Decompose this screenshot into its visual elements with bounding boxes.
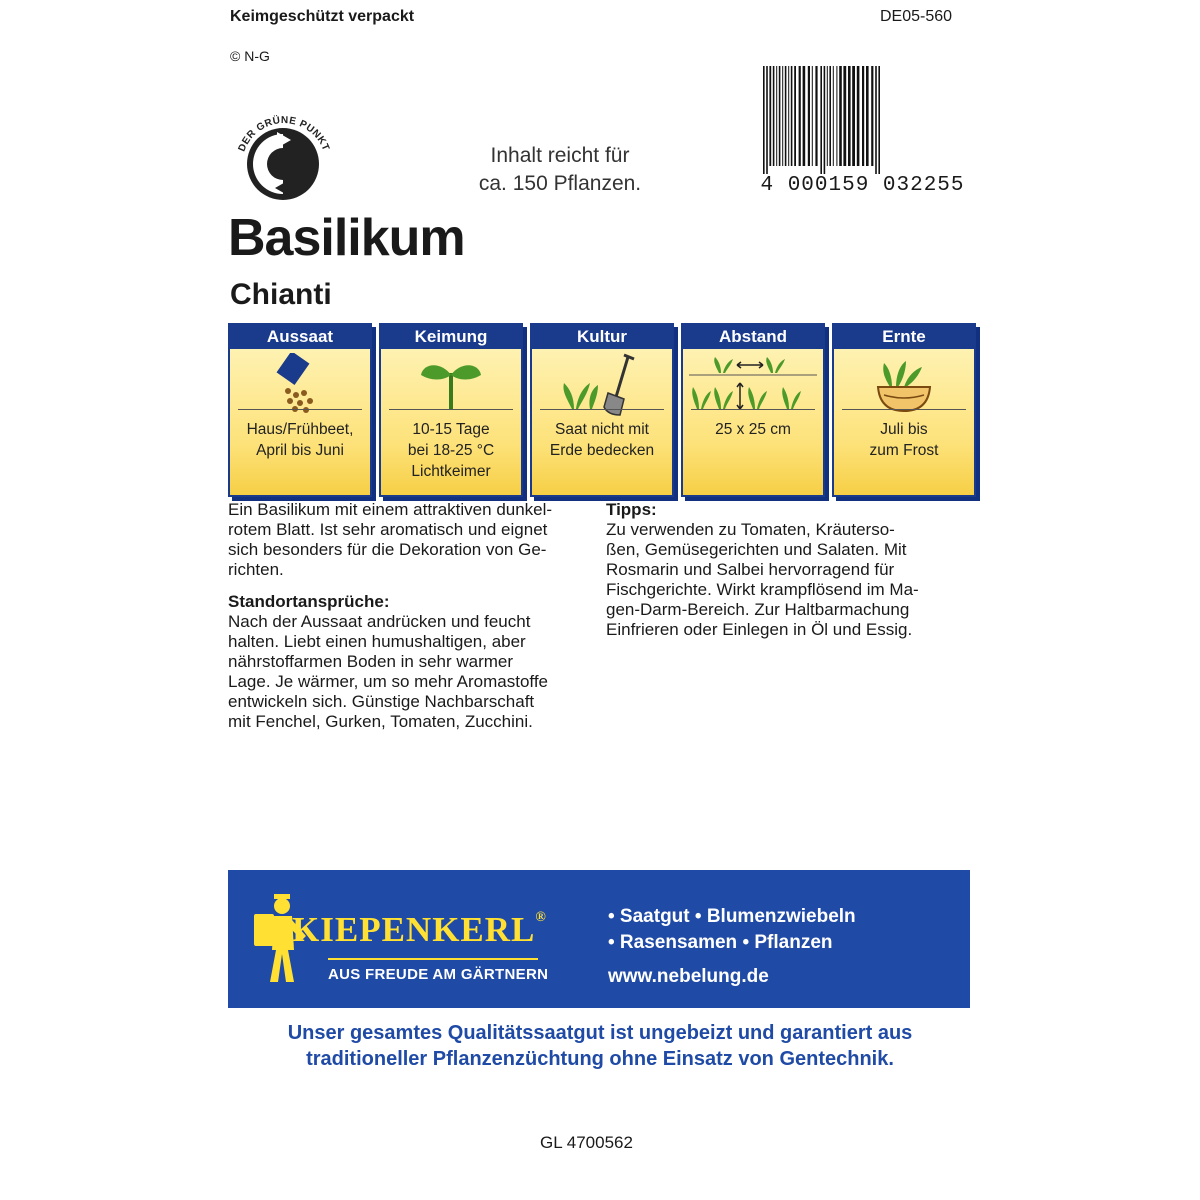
barcode-bar (769, 66, 771, 166)
barcode-bar (766, 66, 768, 174)
tile-ernte (832, 323, 976, 497)
barcode-bar (808, 66, 810, 166)
tile-title: Keimung (381, 325, 521, 349)
spade-plants-icon (532, 353, 672, 417)
tile-abstand (681, 323, 825, 497)
footer-code: GL 4700562 (540, 1133, 633, 1152)
tips-line: ßen, Gemüsegerichten und Salaten. Mit (606, 540, 907, 559)
content-note-line: Inhalt reicht für (490, 144, 630, 167)
product-range-line: • Rasensamen • Pflanzen (608, 932, 833, 953)
description-line: rotem Blatt. Ist sehr aromatisch und eignet (228, 520, 548, 539)
tile-aussaat (228, 323, 372, 497)
brand-rule (328, 958, 538, 960)
barcode-bar (824, 66, 826, 174)
barcode-bar (815, 66, 817, 166)
copyright: © N-G (230, 48, 270, 64)
product-range-line: • Saatgut • Blumenzwiebeln (608, 906, 856, 927)
packaging-note: Keimgeschützt verpackt (230, 8, 415, 25)
barcode-bars (761, 66, 966, 174)
seed-packet-icon (230, 353, 370, 417)
product-range-list (608, 904, 856, 956)
description-line: Ein Basilikum mit einem attraktiven dunkel- (228, 500, 553, 519)
ground-line (540, 409, 664, 410)
barcode-bar (871, 66, 873, 166)
tile-text (532, 419, 672, 461)
tile-text-line: Saat nicht mit (555, 421, 649, 438)
content-note (430, 142, 690, 198)
barcode-bar (875, 66, 877, 174)
barcode-bar (773, 66, 775, 166)
barcode-bar (779, 66, 781, 166)
location-line: entwickeln sich. Günstige Nachbarschaft (228, 692, 535, 711)
barcode-bar (788, 66, 789, 166)
barcode-bar (763, 66, 765, 174)
tile-title: Kultur (532, 325, 672, 349)
brand-banner (228, 870, 970, 1008)
product-variety: Chianti (230, 278, 332, 311)
barcode (755, 66, 970, 201)
tile-text-line: Juli bis (880, 421, 928, 438)
tips-heading: Tipps: (606, 500, 657, 519)
barcode-bar (857, 66, 860, 166)
quality-statement (200, 1020, 1000, 1072)
article-code: DE05-560 (880, 8, 953, 25)
tile-text-line: Lichtkeimer (411, 463, 491, 480)
harvest-bowl-icon (834, 353, 974, 417)
location-line: Lage. Je wärmer, um so mehr Aromastoffe (228, 672, 548, 691)
barcode-bar (794, 66, 796, 166)
brand-url[interactable]: www.nebelung.de (608, 966, 769, 987)
plant-spacing-icon (683, 353, 823, 417)
product-name: Basilikum (228, 209, 465, 267)
tile-text-line: zum Frost (869, 442, 939, 459)
ground-line (389, 409, 513, 410)
tile-text (683, 419, 823, 440)
tips-column (606, 500, 971, 640)
barcode-bar (839, 66, 842, 166)
registered-mark: ® (535, 910, 547, 925)
barcode-bar (843, 66, 846, 166)
content-note-line: ca. 150 Pflanzen. (478, 172, 642, 195)
tile-keimung (379, 323, 523, 497)
barcode-bar (848, 66, 851, 166)
description-line: sich besonders für die Dekoration von Ge- (228, 540, 547, 559)
tile-text-line: 10-15 Tage (412, 421, 490, 438)
quality-line: Unser gesamtes Qualitätssaatgut ist ungebeizt und garantiert aus (287, 1022, 913, 1044)
tile-title: Ernte (834, 325, 974, 349)
tile-title: Aussaat (230, 325, 370, 349)
tile-text (381, 419, 521, 482)
barcode-bar (785, 66, 787, 166)
brand-name-text: KIEPENKERL (292, 910, 536, 949)
location-line: halten. Liebt einen humushaltigen, aber (228, 632, 526, 651)
green-dot-ring-text: DER GRÜNE PUNKT (236, 115, 332, 154)
barcode-bar (791, 66, 793, 166)
tips-line: Zu verwenden zu Tomaten, Kräuterso- (606, 520, 895, 539)
green-dot-recycling-icon (225, 92, 343, 210)
tips-line: Rosmarin und Salbei hervorragend für (606, 560, 895, 579)
barcode-bar (836, 66, 837, 166)
barcode-bar (833, 66, 834, 166)
barcode-digits: 4 000159 032255 (760, 174, 965, 197)
tile-title: Abstand (683, 325, 823, 349)
barcode-bar (820, 66, 822, 174)
ground-line (842, 409, 966, 410)
tile-text (230, 419, 370, 461)
tips-line: gen-Darm-Bereich. Zur Haltbarmachung (606, 600, 910, 619)
quality-line: traditioneller Pflanzenzüchtung ohne Einsatz von Gentechnik. (306, 1048, 894, 1070)
description-column (228, 500, 593, 732)
tips-line: Fischgerichte. Wirkt krampflösend im Ma- (606, 580, 919, 599)
barcode-bar (812, 66, 813, 166)
seedling-icon (381, 353, 521, 417)
brand-name (292, 910, 547, 950)
tips-line: Einfrieren oder Einlegen in Öl und Essig. (606, 620, 913, 639)
tile-kultur (530, 323, 674, 497)
ground-line (691, 409, 815, 410)
barcode-bar (829, 66, 831, 166)
location-line: Nach der Aussaat andrücken und feucht (228, 612, 531, 631)
location-heading: Standortansprüche: (228, 592, 390, 611)
brand-slogan: AUS FREUDE AM GÄRTNERN (328, 966, 549, 983)
tile-text-line: bei 18-25 °C (407, 442, 495, 459)
location-line: nährstoffarmen Boden in sehr warmer (228, 652, 514, 671)
tile-text-line: 25 x 25 cm (715, 421, 791, 438)
tile-text (834, 419, 974, 461)
barcode-bar (803, 66, 806, 166)
barcode-bar (878, 66, 880, 174)
barcode-bar (799, 66, 801, 166)
tile-text-line: Erde bedecken (549, 442, 655, 459)
barcode-bar (827, 66, 828, 166)
barcode-bar (782, 66, 783, 166)
location-line: mit Fenchel, Gurken, Tomaten, Zucchini. (228, 712, 533, 731)
tile-text-line: Haus/Frühbeet, (246, 421, 354, 438)
barcode-bar (852, 66, 855, 166)
barcode-bar (866, 66, 869, 166)
description-line: richten. (228, 560, 284, 579)
barcode-bar (776, 66, 777, 166)
barcode-bar (862, 66, 864, 166)
tile-text-line: April bis Juni (256, 442, 344, 459)
ground-line (238, 409, 362, 410)
